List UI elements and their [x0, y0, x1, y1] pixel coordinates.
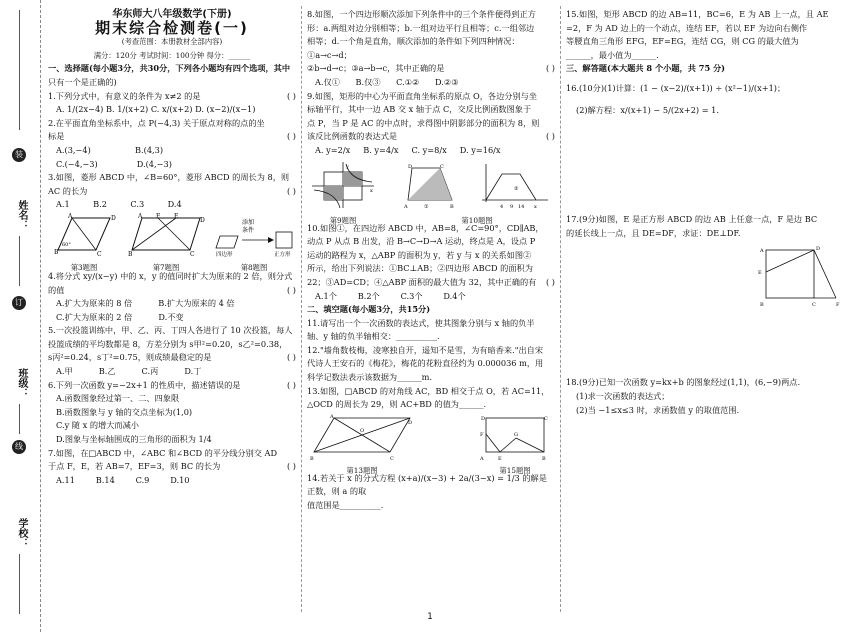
- option: B.函数图象与 y 轴的交点坐标为(1,0): [56, 406, 193, 417]
- question: 1.下列分式中，有意义的条件为 x≠2 的是 ( ): [48, 90, 296, 104]
- question: 18.(9分)已知一次函数 y=kx+b 的图象经过(1,1)，(6,−9)两点.: [566, 377, 801, 388]
- question: 运动的路程为 x，△ABP 的面积为 y，若 y 与 x 的关系如图②: [307, 249, 532, 260]
- options: A.1 B.2 C.3 D.4: [56, 199, 182, 210]
- question: 5.一次投篮训练中，甲、乙、丙、丁四人各进行了 10 次投篮，每人: [48, 325, 293, 336]
- question: 2.在平面直角坐标系中，点 P(−4,3) 关于原点对称的点的坐: [48, 117, 265, 128]
- svg-text:x: x: [370, 187, 373, 194]
- svg-text:G: G: [514, 431, 518, 438]
- question: 于点 F，E，若 AB=7，EF=3，则 BC 的长为 ( ): [48, 460, 296, 474]
- question: 3.如图，菱形 ABCD 中，∠B=60°，菱形 ABCD 的周长为 8，则: [48, 172, 290, 183]
- svg-text:C: C: [390, 455, 394, 462]
- svg-text:C: C: [97, 250, 102, 258]
- options: A.扩大为原来的 8 倍 B.扩大为原来的 4 倍: [56, 298, 235, 309]
- answer-blank[interactable]: ( ): [287, 185, 296, 196]
- series-title: 华东师大八年级数学(下册): [112, 9, 232, 20]
- svg-text:F: F: [836, 302, 840, 309]
- answer-blank[interactable]: ( ): [546, 131, 555, 142]
- svg-text:①: ①: [424, 203, 429, 210]
- question: 该反比例函数的表达式是 ( ): [307, 130, 555, 144]
- svg-text:D: D: [408, 419, 413, 426]
- question: 22；③AD=CD；④△ABP 面积的最大值为 32，其中正确的有 ( ): [307, 276, 555, 290]
- question: 13.如图，□ABCD 的对角线 AC，BD 相交于点 O，若 AC=11，: [307, 385, 550, 396]
- question: 值范围是__________.: [307, 500, 384, 511]
- svg-text:14: 14: [518, 203, 525, 210]
- figure-parallelogram-diagonals: [310, 414, 414, 460]
- svg-text:C: C: [440, 163, 444, 170]
- svg-text:D: D: [200, 216, 205, 224]
- question: 17.(9分)如图，E 是正方形 ABCD 的边 AB 上任意一点，F 是边 BC: [566, 214, 818, 225]
- question: 相等；d.一个角是直角，顺次添加的条件如下列四种情况：①a→c→d；: [307, 36, 520, 60]
- question: 标轴平行，其中一边 AB 交 x 轴于点 C，交反比例函数图象于: [307, 104, 532, 115]
- svg-text:C: C: [190, 250, 195, 258]
- question: s丙²=0.24，s丁²=0.75，则成绩最稳定的是 ( ): [48, 351, 296, 365]
- question: ②b→d→c；③a→b→c，其中正确的是 ( ): [307, 62, 555, 76]
- figure-caption: 第9题图: [329, 216, 357, 226]
- figure-caption: 第8题图: [240, 262, 268, 272]
- option: C.y 随 x 的增大而减小: [56, 420, 139, 431]
- figure-rectangle-EFG: [480, 414, 550, 460]
- figure-trapezoid-and-graph: [402, 160, 552, 210]
- svg-text:A: A: [760, 248, 764, 255]
- options: A.1个 B.2个 C.3个 D.4个: [315, 290, 466, 301]
- figure-hyperbola: [310, 160, 376, 210]
- svg-text:A: A: [138, 212, 143, 220]
- question: 12."墙角数枝梅，凌寒独自开，遥知不是雪，为有暗香来."出自宋: [307, 344, 544, 355]
- figure-row: [307, 413, 555, 476]
- svg-text:4: 4: [500, 203, 504, 210]
- question: △OCD 的周长为 29，则 AC+BD 的值为______.: [307, 399, 487, 410]
- question: 7.如图，在□ABCD 中，∠ABC 和∠BCD 的平分线分别交 AD: [48, 447, 278, 458]
- svg-text:A: A: [480, 455, 484, 462]
- options: C.(−4,−3) D.(4,−3): [56, 158, 172, 169]
- svg-text:D: D: [111, 214, 116, 222]
- options: A.仅① B.仅③ C.①② D.②③: [315, 76, 459, 87]
- section-heading: 一、选择题(每小题3分，共30分，下列各小题均有四个选项，其中: [48, 63, 291, 74]
- answer-space[interactable]: [566, 117, 852, 213]
- question: (2)解方程：x/(x+1) − 5/(2x+2) = 1.: [576, 104, 719, 115]
- figure-caption: 第7题图: [152, 262, 180, 272]
- question: AC 的长为 ( ): [48, 185, 296, 199]
- svg-text:C: C: [544, 415, 548, 422]
- page-number: 1: [427, 612, 433, 622]
- figure-caption: 第3题图: [70, 262, 98, 272]
- svg-text:9: 9: [510, 203, 514, 210]
- question: 动点 P 从点 B 出发，沿 B→C→D→A 运动，终点是 A，设点 P: [307, 236, 536, 247]
- figure-row: [307, 160, 555, 226]
- figure-caption: 第15题图: [499, 466, 531, 476]
- figure-row: [48, 214, 296, 270]
- question: 所示，给出下列说法：①BC⊥AB；②四边形 ABCD 的面积为: [307, 263, 533, 274]
- svg-text:条件: 条件: [242, 226, 255, 234]
- options: A.11 B.14 C.9 D.10: [56, 474, 190, 485]
- question: 等腰直角三角形 EFG，EF=EG，连结 CG，则 CG 的最大值为: [566, 36, 799, 47]
- svg-text:E: E: [758, 270, 762, 277]
- binding-strip: [0, 0, 41, 632]
- figure-caption: 第10题图: [461, 216, 493, 226]
- answer-blank[interactable]: ( ): [546, 276, 555, 287]
- svg-text:F: F: [480, 431, 484, 438]
- binding-dot: 订: [12, 296, 26, 310]
- binding-dot: 线: [12, 440, 26, 454]
- svg-text:A: A: [404, 203, 408, 210]
- answer-blank[interactable]: ( ): [287, 352, 296, 363]
- svg-text:E: E: [498, 455, 502, 462]
- options: C.扩大为原来的 2 倍 D.不变: [56, 311, 184, 322]
- svg-text:B: B: [450, 203, 454, 210]
- svg-text:F: F: [156, 212, 161, 220]
- school-label: 学校：: [16, 518, 27, 548]
- question: (2)当 −1≤x≤3 时，求函数值 y 的取值范围.: [576, 404, 740, 415]
- svg-text:D: D: [816, 246, 821, 253]
- options: A. 1/(2x−4) B. 1/(x+2) C. x/(x+2) D. (x−2)/(x−1): [56, 104, 256, 115]
- question: 轴、y 轴的负半轴相交：__________.: [307, 331, 440, 342]
- question: 标是 ( ): [48, 130, 296, 144]
- exam-title: 期末综合检测卷(一): [95, 18, 249, 37]
- question: 代诗人王安石的《梅花》，梅花的花粉直径约为 0.000036 m，用: [307, 358, 544, 369]
- svg-text:60°: 60°: [62, 241, 71, 248]
- question: (1)求一次函数的表达式；: [576, 390, 670, 401]
- svg-text:四边形: 四边形: [216, 251, 233, 258]
- svg-text:O: O: [360, 427, 365, 434]
- question: 10.如图①，在四边形 ABCD 中，AB=8，∠C=90°，CD∥AB，: [307, 222, 544, 233]
- question: 16.(10分)(1)计算：(1 − (x−2)/(x+1)) ÷ (x²−1)/(x+1)；: [566, 82, 786, 93]
- question: 15.如图，矩形 ABCD 的边 AB=11，BC=6，E 为 AB 上一点，且 AE: [566, 9, 829, 19]
- svg-text:A: A: [330, 413, 334, 420]
- svg-text:②: ②: [514, 185, 519, 192]
- exam-meta: 满分：120分 考试时间：100分钟 得分：______: [93, 50, 251, 60]
- question: 9.如图，矩形的中心为平面直角坐标系的原点 O，各边分别与坐: [307, 90, 538, 101]
- option: D.图象与坐标轴围成的三角形的面积为 1/4: [56, 434, 212, 445]
- column-3: [566, 8, 852, 417]
- svg-text:B: B: [760, 302, 764, 309]
- question: 11.请写出一个一次函数的表达式，使其图象分别与 x 轴的负半: [307, 317, 535, 328]
- question: 科学记数法表示该数据为______m.: [307, 372, 432, 383]
- svg-text:B: B: [128, 250, 133, 258]
- answer-blank[interactable]: ( ): [287, 461, 296, 472]
- svg-text:正方形: 正方形: [274, 251, 291, 258]
- answer-blank[interactable]: ( ): [287, 284, 296, 295]
- question: 投篮成绩的平均数都是 8，方差分别为 s甲²=0.20，s乙²=0.38，: [48, 338, 288, 349]
- answer-blank[interactable]: ( ): [287, 90, 296, 101]
- name-label: 姓名：: [16, 200, 27, 230]
- answer-blank[interactable]: ( ): [546, 63, 555, 74]
- option: A.函数图象经过第一、二、四象限: [56, 393, 180, 404]
- text-line: 只有一个是正确的): [48, 76, 117, 87]
- section-heading: 二、填空题(每小题3分，共15分): [307, 304, 431, 315]
- figure-square-DEF: [756, 244, 846, 318]
- question: 的值 ( ): [48, 284, 296, 298]
- svg-text:y: y: [346, 163, 349, 170]
- question: 形：a.两组对边分别相等；b.一组对边平行且相等；c.一组邻边: [307, 22, 535, 33]
- question: =2，F 为 AD 边上的一个动点，连结 EF，若以 EF 为边向右侧作: [566, 22, 808, 33]
- question: ______，最小值为______.: [566, 49, 659, 60]
- svg-text:D: D: [481, 415, 486, 422]
- svg-text:D: D: [408, 163, 413, 170]
- options: A. y=2/x B. y=4/x C. y=8/x D. y=16/x: [315, 144, 501, 155]
- exam-scope: (考查范围：本册教材全部内容): [121, 37, 223, 47]
- section-heading: 三、解答题(本大题共 8 个小题，共 75 分): [566, 63, 726, 74]
- figure-caption: 第13题图: [346, 466, 378, 476]
- column-2: [307, 8, 555, 513]
- figure-rhombus: [54, 214, 114, 256]
- svg-text:C: C: [812, 302, 816, 309]
- answer-space[interactable]: [566, 320, 852, 376]
- question: 14.若关于 x 的分式方程 (x+a)/(x−3) + 2a/(3−x) = 1/3 的解是正数，则 a 的取: [307, 472, 547, 497]
- svg-text:A: A: [68, 212, 73, 220]
- svg-text:E: E: [174, 212, 179, 220]
- answer-blank[interactable]: ( ): [287, 131, 296, 142]
- figure-parallelogram: [128, 214, 204, 256]
- options: A.甲 B.乙 C.丙 D.丁: [56, 366, 202, 377]
- svg-text:添加: 添加: [242, 218, 255, 226]
- question: 4.将分式 xy/(x−y) 中的 x，y 的值同时扩大为原来的 2 倍，则分式: [48, 270, 293, 281]
- question: 8.如图，一个四边形顺次添加下列条件中的三个条件便得到正方: [307, 9, 536, 19]
- figure-flow: [212, 214, 296, 256]
- svg-text:B: B: [54, 248, 59, 256]
- binding-dot: 装: [12, 148, 26, 162]
- column-1: [48, 8, 296, 487]
- question: 的延长线上一点，且 DE=DF，求证：DE⊥DF.: [566, 227, 741, 238]
- answer-blank[interactable]: ( ): [287, 379, 296, 390]
- svg-text:x: x: [534, 203, 537, 210]
- class-label: 班级：: [16, 368, 27, 398]
- question: 6.下列一次函数 y=−2x+1 的性质中，描述错误的是 ( ): [48, 379, 296, 393]
- svg-text:B: B: [542, 455, 546, 462]
- figure-area: [566, 240, 852, 320]
- question: 点 P，当 P 是 AC 的中点时，求得图中阴影部分的面积为 8，则: [307, 117, 540, 128]
- svg-text:B: B: [310, 455, 314, 462]
- options: A.(3,−4) B.(4,3): [56, 144, 164, 155]
